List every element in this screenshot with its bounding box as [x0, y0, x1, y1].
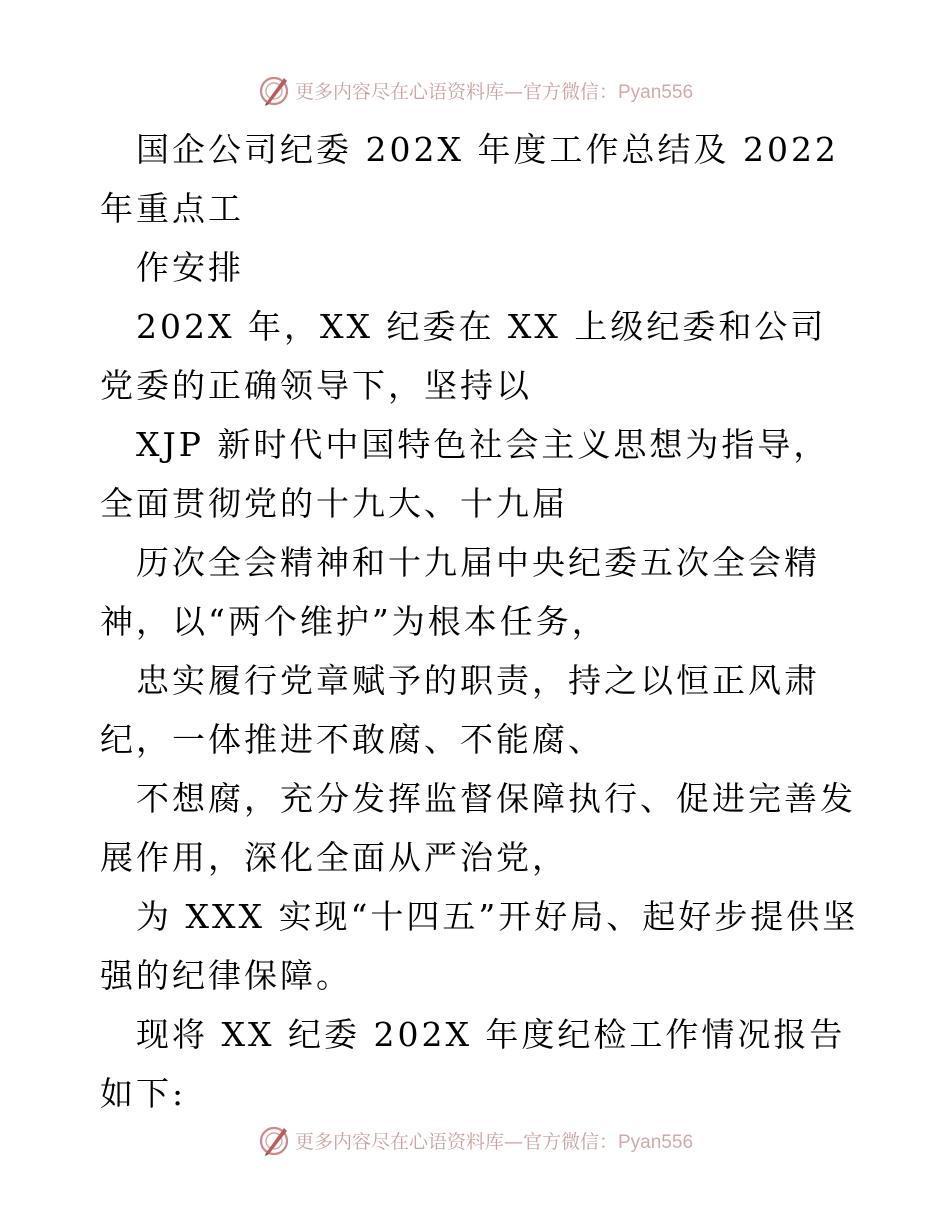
wechat-handle: Pyan556 [618, 81, 694, 103]
wechat-handle: Pyan556 [618, 1131, 694, 1153]
document-body [100, 120, 860, 1123]
paragraph-6: 忠实履行党章赋予的职责，持之以恒正风肃纪，一体推进不敢腐、不能腐、 [100, 661, 820, 759]
paragraph-8: 为 XXX 实现“十四五”开好局、起好步提供坚强的纪律保障。 [100, 897, 859, 995]
watermark-text: 更多内容尽在心语资料库—官方微信：Pyan556 [294, 80, 694, 103]
paragraph-5: 历次全会精神和十九届中央纪委五次全会精神，以“两个维护”为根本任务， [100, 543, 820, 641]
quill-pen-logo-icon [257, 1123, 291, 1157]
paragraph-1: 国企公司纪委 202X 年度工作总结及 2022 年重点工 [100, 130, 839, 228]
paragraph-9: 现将 XX 纪委 202X 年度纪检工作情况报告如下: [100, 1015, 846, 1113]
footer-watermark-banner [0, 1120, 950, 1160]
quill-pen-logo-icon [257, 73, 291, 107]
watermark-text: 更多内容尽在心语资料库—官方微信：Pyan556 [294, 1130, 694, 1153]
paragraph-4: XJP 新时代中国特色社会主义思想为指导，全面贯彻党的十九大、十九届 [100, 425, 830, 523]
paragraph-3: 202X 年，XX 纪委在 XX 上级纪委和公司党委的正确领导下，坚持以 [100, 307, 827, 405]
paragraph-2: 作安排 [136, 248, 244, 287]
header-watermark-banner [0, 70, 950, 110]
paragraph-7: 不想腐，充分发挥监督保障执行、促进完善发展作用，深化全面从严治党， [100, 779, 856, 877]
